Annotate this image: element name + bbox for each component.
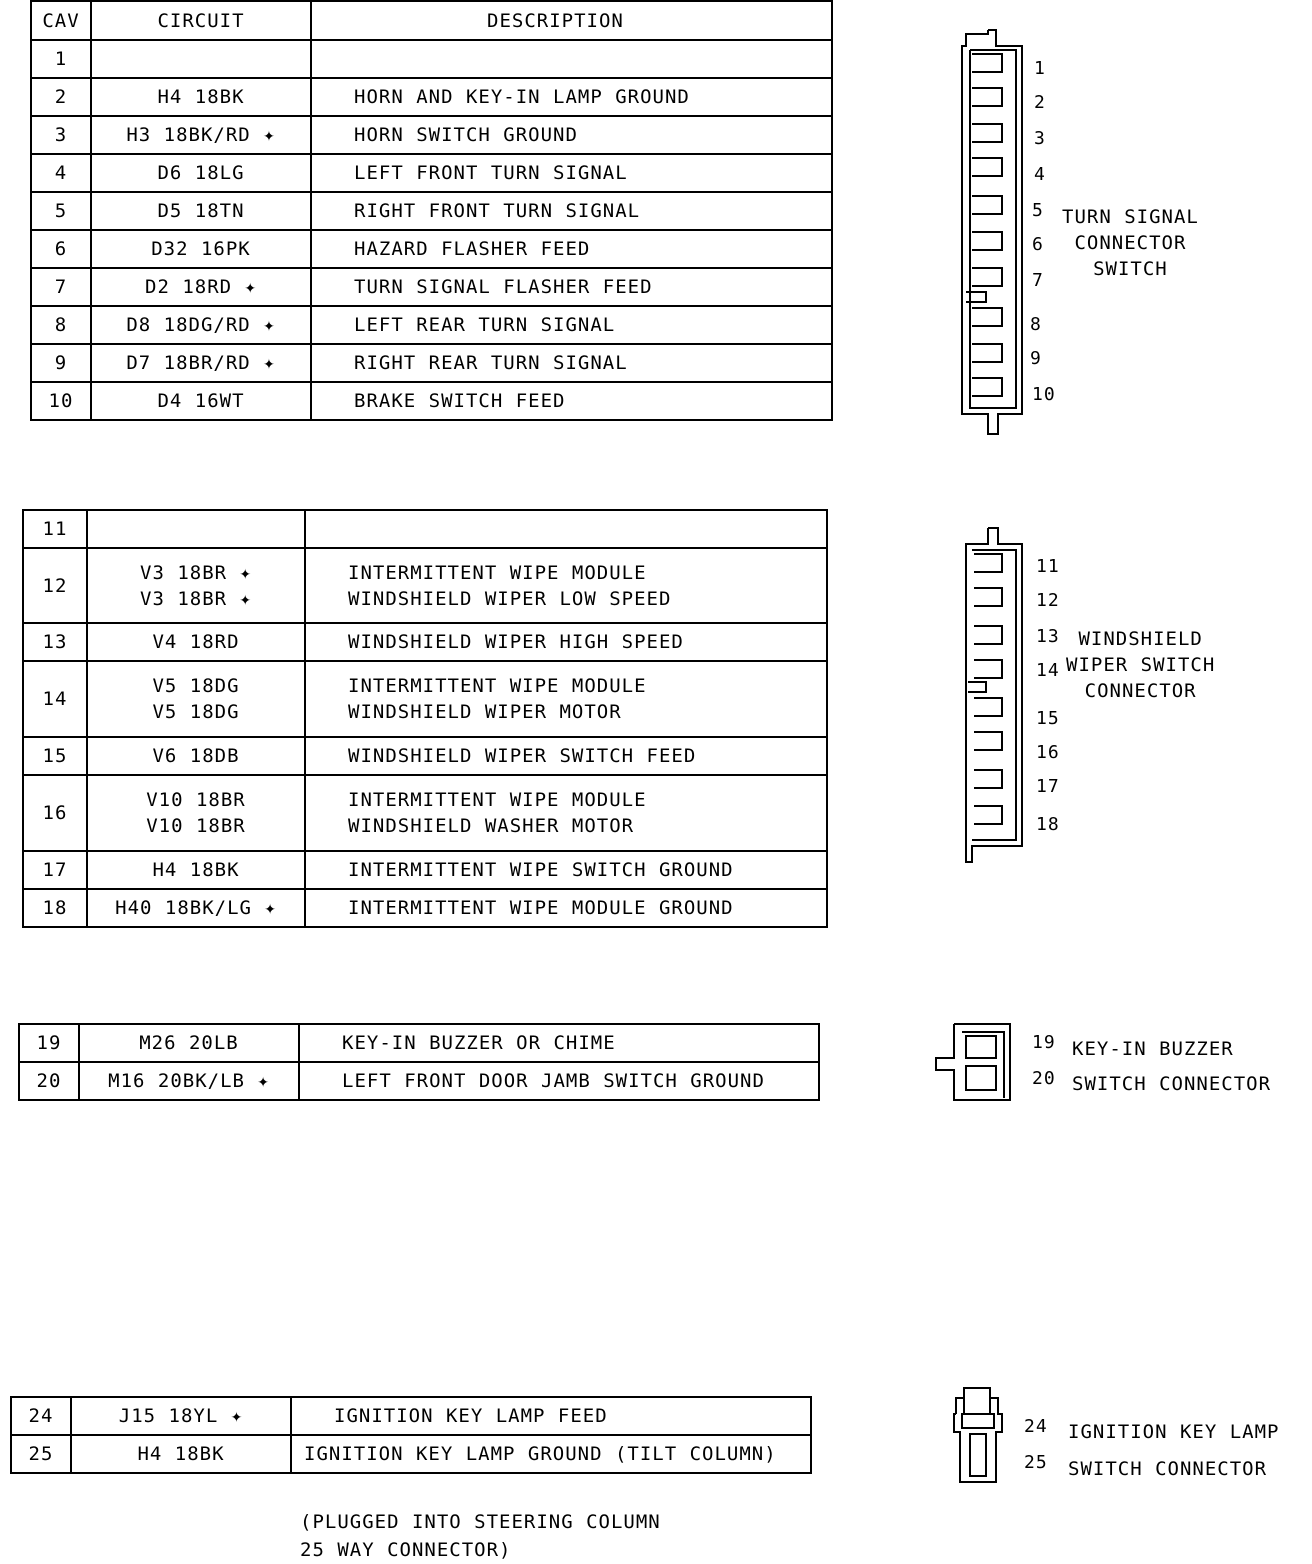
description-cell: INTERMITTENT WIPE MODULE GROUND: [305, 889, 827, 927]
cav-cell: 8: [31, 306, 91, 344]
table-row: [23, 661, 827, 737]
circuit-cell: D6 18LG: [91, 154, 311, 192]
table-row: [31, 154, 832, 192]
label-line: SWITCH CONNECTOR: [1072, 1073, 1272, 1095]
table-row: [11, 1435, 811, 1473]
table-row: [31, 40, 832, 78]
cav-cell: 1: [31, 40, 91, 78]
table-row: [31, 268, 832, 306]
table-row: [31, 116, 832, 154]
key-in-buzzer-table: [18, 1023, 820, 1101]
pin-number: 3: [1034, 128, 1046, 149]
description-line: INTERMITTENT WIPE MODULE: [348, 789, 647, 811]
connector-terminals: [968, 554, 1002, 824]
circuit-cell: J15 18YL ✦: [71, 1397, 291, 1435]
turn-signal-connector-icon: [940, 28, 1030, 438]
circuit-line: V3 18BR ✦: [140, 561, 252, 584]
description-cell: WINDSHIELD WIPER SWITCH FEED: [305, 737, 827, 775]
description-cell: [311, 40, 832, 78]
circuit-cell: [87, 661, 305, 737]
circuit-cell: M16 20BK/LB ✦: [79, 1062, 299, 1100]
cav-header: CAV: [31, 1, 91, 40]
circuit-line: V3 18BR ✦: [140, 587, 252, 610]
circuit-cell: H40 18BK/LG ✦: [87, 889, 305, 927]
table-row: [31, 230, 832, 268]
pin-number: 11: [1036, 556, 1060, 577]
circuit-cell: [91, 40, 311, 78]
table-row: [19, 1024, 819, 1062]
circuit-cell: D4 16WT: [91, 382, 311, 420]
circuit-cell: D8 18DG/RD ✦: [91, 306, 311, 344]
cav-cell: 15: [23, 737, 87, 775]
label-line: TURN SIGNAL: [1062, 206, 1199, 228]
table-header-row: [31, 1, 832, 40]
description-line: WINDSHIELD WIPER MOTOR: [348, 701, 622, 723]
label-line: IGNITION KEY LAMP: [1068, 1421, 1280, 1443]
table-row: [23, 510, 827, 548]
wiper-table: [22, 509, 828, 928]
circuit-cell: V6 18DB: [87, 737, 305, 775]
circuit-cell: V4 18RD: [87, 623, 305, 661]
pin-number: 17: [1036, 776, 1060, 797]
cav-cell: 14: [23, 661, 87, 737]
pin-number: 16: [1036, 742, 1060, 763]
connector-inner: [972, 550, 1016, 840]
cav-cell: 24: [11, 1397, 71, 1435]
cav-cell: 17: [23, 851, 87, 889]
description-cell: HORN AND KEY-IN LAMP GROUND: [311, 78, 832, 116]
cav-cell: 10: [31, 382, 91, 420]
table-row: [19, 1062, 819, 1100]
description-cell: LEFT FRONT DOOR JAMB SWITCH GROUND: [299, 1062, 819, 1100]
ignition-lamp-connector-icon: [946, 1386, 1012, 1486]
pin-number: 2: [1034, 92, 1046, 113]
circuit-cell: H4 18BK: [91, 78, 311, 116]
ignition-lamp-connector-label: [1068, 1414, 1279, 1488]
pin-number: 9: [1030, 348, 1042, 369]
connector-terminals: [962, 1032, 1004, 1098]
pin-number: 12: [1036, 590, 1060, 611]
description-cell: [305, 510, 827, 548]
cav-cell: 13: [23, 623, 87, 661]
table-row: [23, 548, 827, 623]
description-cell: KEY-IN BUZZER OR CHIME: [299, 1024, 819, 1062]
label-line: KEY-IN BUZZER: [1072, 1038, 1234, 1060]
table-row: [31, 192, 832, 230]
circuit-cell: D32 16PK: [91, 230, 311, 268]
circuit-cell: [87, 548, 305, 623]
description-cell: IGNITION KEY LAMP FEED: [291, 1397, 811, 1435]
circuit-cell: M26 20LB: [79, 1024, 299, 1062]
circuit-line: V10 18BR: [146, 789, 246, 811]
connector-terminals: [966, 54, 1002, 396]
key-in-buzzer-connector-icon: [932, 1020, 1016, 1104]
description-cell: [305, 548, 827, 623]
cav-cell: 3: [31, 116, 91, 154]
label-line: WIPER SWITCH: [1066, 654, 1216, 676]
circuit-cell: D7 18BR/RD ✦: [91, 344, 311, 382]
label-line: CONNECTOR: [1084, 680, 1197, 702]
wiper-connector-icon: [950, 526, 1030, 866]
circuit-cell: H3 18BK/RD ✦: [91, 116, 311, 154]
cav-cell: 11: [23, 510, 87, 548]
pin-number: 6: [1032, 234, 1044, 255]
description-cell: LEFT REAR TURN SIGNAL: [311, 306, 832, 344]
footnote: [300, 1508, 661, 1564]
turn-signal-table: [30, 0, 833, 421]
table-row: [31, 78, 832, 116]
key-in-buzzer-connector-label: [1072, 1032, 1271, 1102]
cav-cell: 12: [23, 548, 87, 623]
pin-number: 18: [1036, 814, 1060, 835]
table-row: [23, 623, 827, 661]
description-cell: IGNITION KEY LAMP GROUND (TILT COLUMN): [291, 1435, 811, 1473]
circuit-cell: [87, 775, 305, 851]
description-line: WINDSHIELD WIPER LOW SPEED: [348, 587, 672, 610]
pin-number: 19: [1032, 1032, 1056, 1053]
description-cell: LEFT FRONT TURN SIGNAL: [311, 154, 832, 192]
cav-cell: 2: [31, 78, 91, 116]
table-row: [23, 889, 827, 927]
cav-cell: 6: [31, 230, 91, 268]
label-line: SWITCH CONNECTOR: [1068, 1458, 1268, 1480]
circuit-cell: D2 18RD ✦: [91, 268, 311, 306]
label-line: SWITCH: [1093, 258, 1168, 280]
turn-signal-connector-label: [1062, 204, 1199, 282]
cav-cell: 4: [31, 154, 91, 192]
description-cell: RIGHT FRONT TURN SIGNAL: [311, 192, 832, 230]
description-cell: HORN SWITCH GROUND: [311, 116, 832, 154]
pin-number: 14: [1036, 660, 1060, 681]
description-header: DESCRIPTION: [311, 1, 832, 40]
cav-cell: 5: [31, 192, 91, 230]
pin-number: 25: [1024, 1452, 1048, 1473]
cav-cell: 16: [23, 775, 87, 851]
table-row: [23, 737, 827, 775]
pin-number: 8: [1030, 314, 1042, 335]
table-row: [11, 1397, 811, 1435]
circuit-cell: H4 18BK: [71, 1435, 291, 1473]
pin-number: 4: [1034, 164, 1046, 185]
table-row: [31, 344, 832, 382]
description-cell: [305, 775, 827, 851]
connector-terminals: [962, 1398, 994, 1476]
circuit-cell: H4 18BK: [87, 851, 305, 889]
label-line: WINDSHIELD: [1078, 628, 1203, 650]
pin-number: 24: [1024, 1416, 1048, 1437]
description-cell: WINDSHIELD WIPER HIGH SPEED: [305, 623, 827, 661]
wiper-connector-label: [1066, 626, 1215, 704]
circuit-line: V10 18BR: [146, 815, 246, 837]
circuit-header: CIRCUIT: [91, 1, 311, 40]
table-row: [31, 382, 832, 420]
cav-cell: 7: [31, 268, 91, 306]
pin-number: 7: [1032, 270, 1044, 291]
description-line: INTERMITTENT WIPE MODULE: [348, 561, 647, 584]
pin-number: 1: [1034, 58, 1046, 79]
cav-cell: 20: [19, 1062, 79, 1100]
cav-cell: 19: [19, 1024, 79, 1062]
circuit-line: V5 18DG: [152, 701, 240, 723]
description-cell: HAZARD FLASHER FEED: [311, 230, 832, 268]
pin-number: 20: [1032, 1068, 1056, 1089]
cav-cell: 18: [23, 889, 87, 927]
pin-number: 13: [1036, 626, 1060, 647]
circuit-cell: D5 18TN: [91, 192, 311, 230]
circuit-line: V5 18DG: [152, 675, 240, 697]
cav-cell: 9: [31, 344, 91, 382]
pin-number: 5: [1032, 200, 1044, 221]
table-row: [23, 851, 827, 889]
description-cell: TURN SIGNAL FLASHER FEED: [311, 268, 832, 306]
footnote-line: 25 WAY CONNECTOR): [300, 1539, 512, 1561]
description-cell: INTERMITTENT WIPE SWITCH GROUND: [305, 851, 827, 889]
table-row: [23, 775, 827, 851]
description-cell: BRAKE SWITCH FEED: [311, 382, 832, 420]
description-cell: [305, 661, 827, 737]
description-line: WINDSHIELD WASHER MOTOR: [348, 815, 635, 837]
circuit-cell: [87, 510, 305, 548]
description-cell: RIGHT REAR TURN SIGNAL: [311, 344, 832, 382]
cav-cell: 25: [11, 1435, 71, 1473]
label-line: CONNECTOR: [1074, 232, 1187, 254]
footnote-line: (PLUGGED INTO STEERING COLUMN: [300, 1511, 661, 1533]
pin-number: 10: [1032, 384, 1056, 405]
connector-inner: [970, 50, 1016, 408]
connector-outline: [966, 528, 1022, 862]
ignition-lamp-table: [10, 1396, 812, 1474]
table-row: [31, 306, 832, 344]
description-line: INTERMITTENT WIPE MODULE: [348, 675, 647, 697]
pin-number: 15: [1036, 708, 1060, 729]
